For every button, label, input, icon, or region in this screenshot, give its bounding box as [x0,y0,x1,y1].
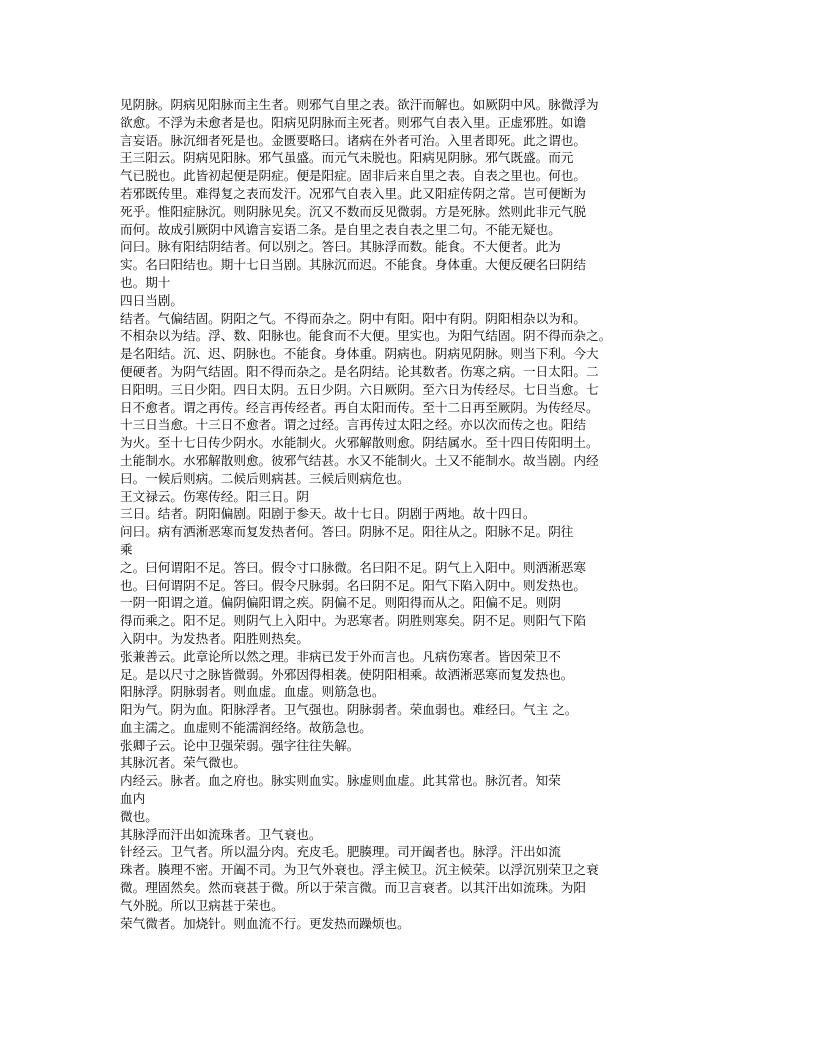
text-line: 气已脱也。此皆初起便是阴症。便是阳症。固非后来自里之表。自表之里也。何也。 [120,168,586,184]
text-line: 死乎。惟阳症脉沉。则阴脉见矣。沉又不数而反见微弱。方是死脉。然则此非元气脱 [120,203,586,219]
text-line: 血内 [120,791,146,807]
text-line: 问曰。病有洒淅恶寒而复发热者何。答曰。阴脉不足。阳往从之。阳脉不足。阴往 [120,524,574,540]
text-line: 足。是以尺寸之脉皆微弱。外邪因得相袭。使阴阳相乘。故洒淅恶寒而复发热也。 [120,666,574,682]
text-line: 阳脉浮。阴脉弱者。则血虚。血虚。则筋急也。 [120,684,385,700]
text-line: 微也。 [120,808,158,824]
text-line: 土能制水。水邪解散则愈。彼邪气结甚。水又不能制火。土又不能制水。故当剧。内经 [120,452,599,468]
text-line: 是名阳结。沉、迟、阴脉也。不能食。身体重。阴病也。阴病见阴脉。则当下利。今大 [120,346,599,362]
text-line: 内经云。脉者。血之府也。脉实则血实。脉虚则血虚。此其常也。脉沉者。知荣 [120,773,561,789]
text-line: 针经云。卫气者。所以温分肉。充皮毛。肥腠理。司开阖者也。脉浮。汗出如流 [120,844,561,860]
text-line: 一阴一阳谓之道。偏阴偏阳谓之疾。阴偏不足。则阳得而从之。阳偏不足。则阴 [120,595,561,611]
text-line: 张兼善云。此章论所以然之理。非病已发于外而言也。凡病伤寒者。皆因荣卫不 [120,648,561,664]
text-line: 见阴脉。阴病见阳脉而主生者。则邪气自里之表。欲汗而解也。如厥阴中风。脉微浮为 [120,97,599,112]
text-line: 欲愈。不浮为未愈者是也。阳病见阴脉而主死者。则邪气自表入里。正虚邪胜。如谵 [120,114,586,130]
text-line: 乘 [120,541,133,557]
text-line: 微。理固然矣。然而衰甚于微。所以于荣言微。而卫言衰者。以其汗出如流珠。为阳 [120,880,586,896]
text-line: 阳为气。阴为血。阳脉浮者。卫气强也。阴脉弱者。荣血弱也。难经曰。气主 之。 [120,702,578,718]
text-line: 血主濡之。血虚则不能濡润经络。故筋急也。 [120,719,372,735]
text-line: 曰。一候后则病。二候后则病甚。三候后则病危也。 [120,470,410,486]
text-line: 而何。故成引厥阴中风谵言妄语二条。是自里之表自表之里二句。不能无疑也。 [120,221,561,237]
text-line: 王三阳云。阴病见阳脉。邪气虽盛。而元气未脱也。阳病见阴脉。邪气既盛。而元 [120,150,574,166]
text-line: 张卿子云。论中卫强荣弱。强字往往失解。 [120,737,360,753]
text-line: 三日。结者。阴阳偏剧。阳剧于参天。故十七日。阴剧于两地。故十四日。 [120,506,536,522]
text-line: 日不愈者。谓之再传。经言再传经者。再自太阳而传。至十二日再至厥阴。为传经尽。 [120,399,599,415]
text-line: 四日当剧。 [120,292,183,308]
text-line: 得而乘之。阳不足。则阴气上入阳中。为恶寒者。阴胜则寒矣。阴不足。则阳气下陷 [120,613,586,629]
text-line: 其脉沉者。荣气微也。 [120,755,246,771]
text-line: 言妄语。脉沉细者死是也。金匮要略曰。诸病在外者可治。入里者即死。此之谓也。 [120,132,586,148]
text-line: 问曰。脉有阳结阴结者。何以别之。答曰。其脉浮而数。能食。不大便者。此为 [120,239,561,255]
text-line: 荣气微者。加烧针。则血流不行。更发热而躁烦也。 [120,915,410,931]
text-line: 也。期十 [120,274,171,290]
text-line: 其脉浮而汗出如流珠者。卫气衰也。 [120,826,322,842]
text-line: 十三日当愈。十三日不愈者。谓之过经。言再传过太阳之经。亦以次而传之也。阳结 [120,417,586,433]
text-line: 王文禄云。伤寒传经。阳三日。阴 [120,488,309,504]
text-line: 入阴中。为发热者。阳胜则热矣。 [120,630,309,646]
text-line: 珠者。腠理不密。开阖不司。为卫气外衰也。浮主候卫。沉主候荣。以浮沉别荣卫之衰 [120,862,599,878]
text-line: 不相杂以为结。浮、数、阳脉也。能食而不大便。里实也。为阳气结固。阴不得而杂之。 [120,328,612,344]
text-line: 气外脱。所以卫病甚于荣也。 [120,897,284,913]
text-line: 便硬者。为阴气结固。阳不得而杂之。是名阴结。论其数者。伤寒之病。一日太阳。二 [120,363,599,379]
text-line: 也。曰何谓阴不足。答曰。假令尺脉弱。名曰阴不足。阳气下陷入阴中。则发热也。 [120,577,586,593]
text-line: 之。曰何谓阳不足。答曰。假令寸口脉微。名曰阳不足。阴气上入阳中。则洒淅恶寒 [120,559,586,575]
text-line [120,932,756,950]
text-line: 结者。气偏结固。阴阳之气。不得而杂之。阴中有阳。阳中有阴。阴阳相杂以为和。 [120,310,586,326]
text-line: 若邪既传里。难得复之表而发汗。况邪气自表入里。此又阳症传阴之常。岂可便断为 [120,185,586,201]
text-line: 为火。至十七日传少阴水。水能制火。火邪解散则愈。阴结属水。至十四日传阳明土。 [120,435,599,451]
text-line: 实。名曰阳结也。期十七日当剧。其脉沉而迟。不能食。身体重。大便反硬名曰阴结 [120,257,586,273]
text-line: 日阳明。三日少阳。四日太阴。五日少阴。六日厥阴。至六日为传经尽。七日当愈。七 [120,381,599,397]
